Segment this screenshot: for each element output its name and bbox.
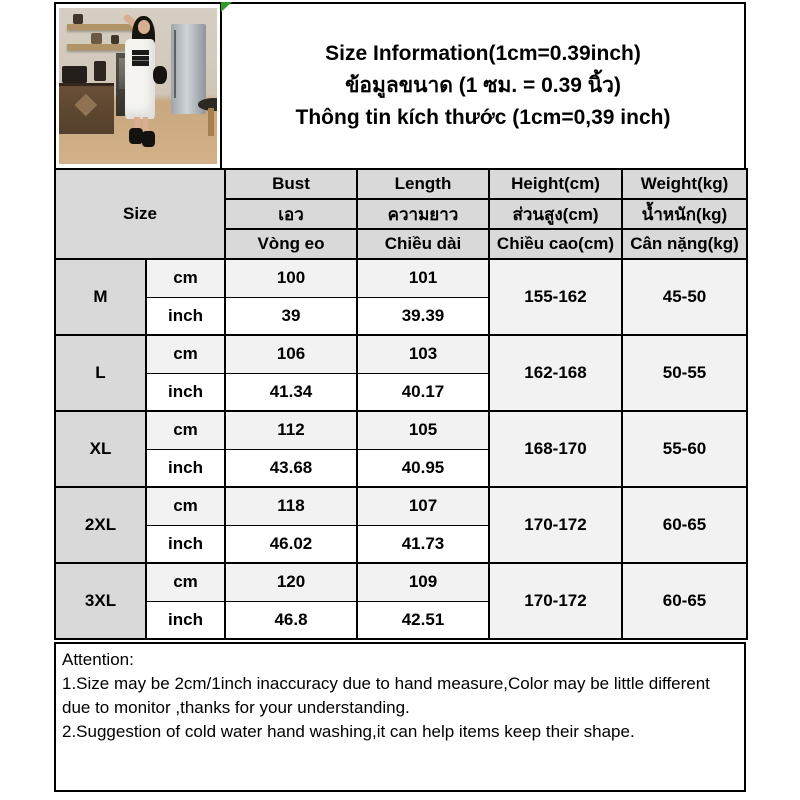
value-cell: 40.95 bbox=[357, 449, 489, 487]
platform-shoe bbox=[129, 128, 142, 144]
header-weight-vi: Cân nặng(kg) bbox=[622, 229, 747, 259]
weight-range-cell: 60-65 bbox=[622, 563, 747, 639]
size-label: XL bbox=[55, 411, 146, 487]
value-cell: 46.8 bbox=[225, 601, 357, 639]
size-label: 2XL bbox=[55, 487, 146, 563]
value-cell: 109 bbox=[357, 563, 489, 601]
product-photo bbox=[56, 4, 222, 168]
unit-cell: cm bbox=[146, 411, 225, 449]
header-weight-en: Weight(kg) bbox=[622, 169, 747, 199]
header-bust-en: Bust bbox=[225, 169, 357, 199]
size-header-cell: Size bbox=[55, 169, 225, 259]
value-cell: 100 bbox=[225, 259, 357, 297]
size-label: 3XL bbox=[55, 563, 146, 639]
attention-line-2: 2.Suggestion of cold water hand washing,it can help items keep their shape. bbox=[62, 722, 635, 741]
title-block bbox=[222, 4, 744, 168]
header-height-en: Height(cm) bbox=[489, 169, 622, 199]
value-cell: 120 bbox=[225, 563, 357, 601]
height-range-cell: 170-172 bbox=[489, 487, 622, 563]
attention-line-1: 1.Size may be 2cm/1inch inaccuracy due to hand measure,Color may be little different due to monitor ,thanks for your understanding. bbox=[62, 674, 710, 717]
header-length-en: Length bbox=[357, 169, 489, 199]
espresso-machine bbox=[62, 66, 87, 83]
platform-shoe bbox=[142, 131, 155, 147]
size-chart-sheet bbox=[54, 2, 746, 792]
unit-cell: cm bbox=[146, 335, 225, 373]
shelf-jar bbox=[73, 14, 82, 23]
header-height-th: ส่วนสูง(cm) bbox=[489, 199, 622, 229]
value-cell: 41.73 bbox=[357, 525, 489, 563]
unit-cell: cm bbox=[146, 487, 225, 525]
title-thai: ข้อมูลขนาด (1 ซม. = 0.39 นิ้ว) bbox=[345, 74, 621, 97]
unit-cell: inch bbox=[146, 297, 225, 335]
value-cell: 112 bbox=[225, 411, 357, 449]
unit-cell: inch bbox=[146, 601, 225, 639]
unit-cell: inch bbox=[146, 449, 225, 487]
attention-heading: Attention: bbox=[62, 650, 134, 669]
weight-range-cell: 50-55 bbox=[622, 335, 747, 411]
header-weight-th: น้ำหนัก(kg) bbox=[622, 199, 747, 229]
value-cell: 39 bbox=[225, 297, 357, 335]
unit-cell: cm bbox=[146, 259, 225, 297]
top-row bbox=[54, 2, 746, 168]
title-vietnamese: Thông tin kích thước (1cm=0,39 inch) bbox=[295, 106, 671, 129]
header-length-vi: Chiều dài bbox=[357, 229, 489, 259]
coffee-grinder bbox=[94, 61, 107, 81]
dress-graphic-print bbox=[132, 50, 149, 66]
value-cell: 39.39 bbox=[357, 297, 489, 335]
value-cell: 40.17 bbox=[357, 373, 489, 411]
height-range-cell: 168-170 bbox=[489, 411, 622, 487]
green-corner-marker-icon bbox=[221, 2, 232, 12]
value-cell: 43.68 bbox=[225, 449, 357, 487]
header-bust-vi: Vòng eo bbox=[225, 229, 357, 259]
size-table bbox=[54, 168, 748, 640]
value-cell: 106 bbox=[225, 335, 357, 373]
weight-range-cell: 55-60 bbox=[622, 411, 747, 487]
value-cell: 101 bbox=[357, 259, 489, 297]
value-cell: 42.51 bbox=[357, 601, 489, 639]
unit-cell: inch bbox=[146, 373, 225, 411]
value-cell: 41.34 bbox=[225, 373, 357, 411]
model-leg bbox=[143, 117, 149, 131]
model-face bbox=[138, 20, 150, 33]
height-range-cell: 162-168 bbox=[489, 335, 622, 411]
value-cell: 107 bbox=[357, 487, 489, 525]
attention-box bbox=[54, 642, 746, 792]
value-cell: 105 bbox=[357, 411, 489, 449]
size-label: L bbox=[55, 335, 146, 411]
header-bust-th: เอว bbox=[225, 199, 357, 229]
fridge-handle bbox=[174, 30, 177, 99]
shelf-jar bbox=[111, 35, 119, 44]
handbag bbox=[153, 66, 167, 85]
title-english: Size Information(1cm=0.39inch) bbox=[325, 42, 641, 65]
side-table-leg bbox=[208, 108, 214, 136]
weight-range-cell: 60-65 bbox=[622, 487, 747, 563]
shelf-jar bbox=[91, 33, 102, 44]
size-label: M bbox=[55, 259, 146, 335]
value-cell: 103 bbox=[357, 335, 489, 373]
value-cell: 46.02 bbox=[225, 525, 357, 563]
weight-range-cell: 45-50 bbox=[622, 259, 747, 335]
height-range-cell: 170-172 bbox=[489, 563, 622, 639]
height-range-cell: 155-162 bbox=[489, 259, 622, 335]
unit-cell: inch bbox=[146, 525, 225, 563]
header-height-vi: Chiều cao(cm) bbox=[489, 229, 622, 259]
header-length-th: ความยาว bbox=[357, 199, 489, 229]
value-cell: 118 bbox=[225, 487, 357, 525]
product-photo-illustration bbox=[59, 8, 217, 164]
unit-cell: cm bbox=[146, 563, 225, 601]
cafe-shelf bbox=[67, 24, 138, 30]
